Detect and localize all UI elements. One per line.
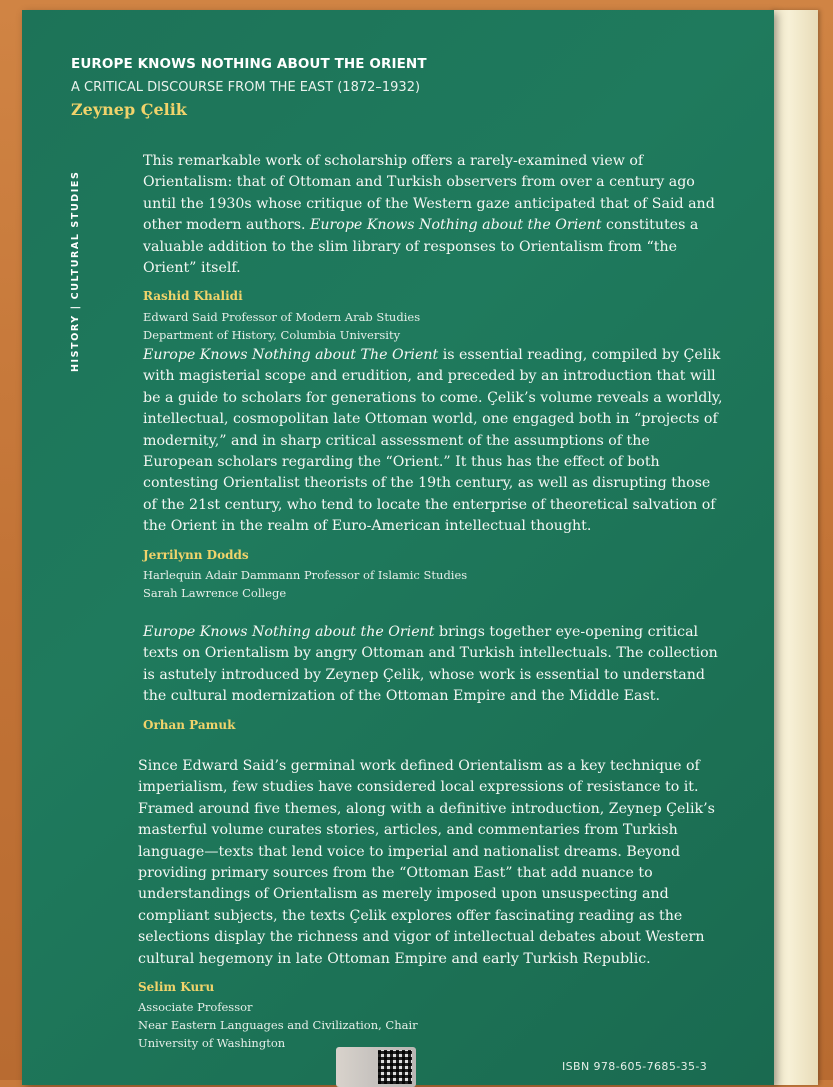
category-label: HISTORY | CULTURAL STUDIES: [70, 170, 81, 372]
blurb-text: Europe Knows Nothing about the Orient brings together eye-opening critical texts on Orientalism by angry Ottoman and Turkish intellectuals. The collection is astutely introduced by Zeynep Çelik, whose work is essential to understand the cultural modernization of the Ottoman Empire and the Middle East.: [143, 624, 718, 705]
book-subtitle: A CRITICAL DISCOURSE FROM THE EAST (1872–1932): [71, 80, 421, 95]
blurb-text: This remarkable work of scholarship offers a rarely-examined view of Orientalism: that of Ottoman and Turkish observers from over a century ago until the 1930s whose critique of the Western gaze anticipated that of Said and other modern authors. Europe Knows Nothing about the Orient constitutes a valuable addition to the slim library of responses to Orientalism from “the Orient” itself.: [143, 153, 715, 277]
blurb-kuru: [138, 756, 723, 1052]
endorser-title: Associate Professor: [138, 1000, 253, 1015]
endorser-department: Near Eastern Languages and Civilization, Chair: [138, 1018, 418, 1033]
endorser-name: Selim Kuru: [138, 980, 215, 995]
endorser-title: Edward Said Professor of Modern Arab Studies: [143, 309, 421, 324]
blurb-text: Europe Knows Nothing about The Orient is essential reading, compiled by Çelik with magisterial scope and erudition, and preceded by an introduction that will be a guide to scholars for generations to come. Çelik’s volume reveals a worldly, intellectual, cosmopolitan late Ottoman world, one engaged both in “projects of modernity,” and in sharp critical assessment of the assumptions of the European scholars regarding the “Orient.” It thus has the effect of both contesting Orientalist theorists of the 19th century, as well as disrupting those of the 21st century, who tend to locate the enterprise of theoretical salvation of the Orient in the realm of Euro-American intellectual thought.: [143, 347, 723, 535]
endorser-affiliation: Sarah Lawrence College: [143, 586, 287, 601]
book-title: EUROPE KNOWS NOTHING ABOUT THE ORIENT: [71, 56, 427, 72]
endorser-name: Rashid Khalidi: [143, 289, 243, 304]
blurb-pamuk: [143, 622, 723, 736]
endorser-title: Harlequin Adair Dammann Professor of Islamic Studies: [143, 568, 468, 583]
endorser-name: Jerrilynn Dodds: [143, 547, 249, 562]
qr-code-icon: [378, 1050, 412, 1084]
blurb-khalidi: [143, 151, 723, 344]
endorser-affiliation: Department of History, Columbia University: [143, 327, 401, 342]
page-edges: [770, 10, 818, 1085]
endorser-affiliation: University of Washington: [138, 1036, 286, 1051]
blurb-text: Since Edward Said’s germinal work defined Orientalism as a key technique of imperialism, few studies have considered local expressions of resistance to it. Framed around five themes, along with a definitive introduction, Zeynep Çelik’s masterful volume curates stories, articles, and commentaries from Turkish language—texts that lend voice to imperial and nationalist dreams. Beyond providing primary sources from the “Ottoman East” that add nuance to understandings of Orientalism as merely imposed upon unsuspecting and compliant subjects, the texts Çelik explores offer fascinating reading as the selections display the richness and vigor of intellectual debates about Western cultural hegemony in late Ottoman Empire and early Turkish Republic.: [138, 758, 715, 967]
endorser-name: Orhan Pamuk: [143, 717, 236, 732]
blurb-dodds: [143, 345, 723, 602]
book-author: Zeynep Çelik: [71, 100, 187, 119]
isbn-number: ISBN 978-605-7685-35-3: [562, 1060, 708, 1073]
